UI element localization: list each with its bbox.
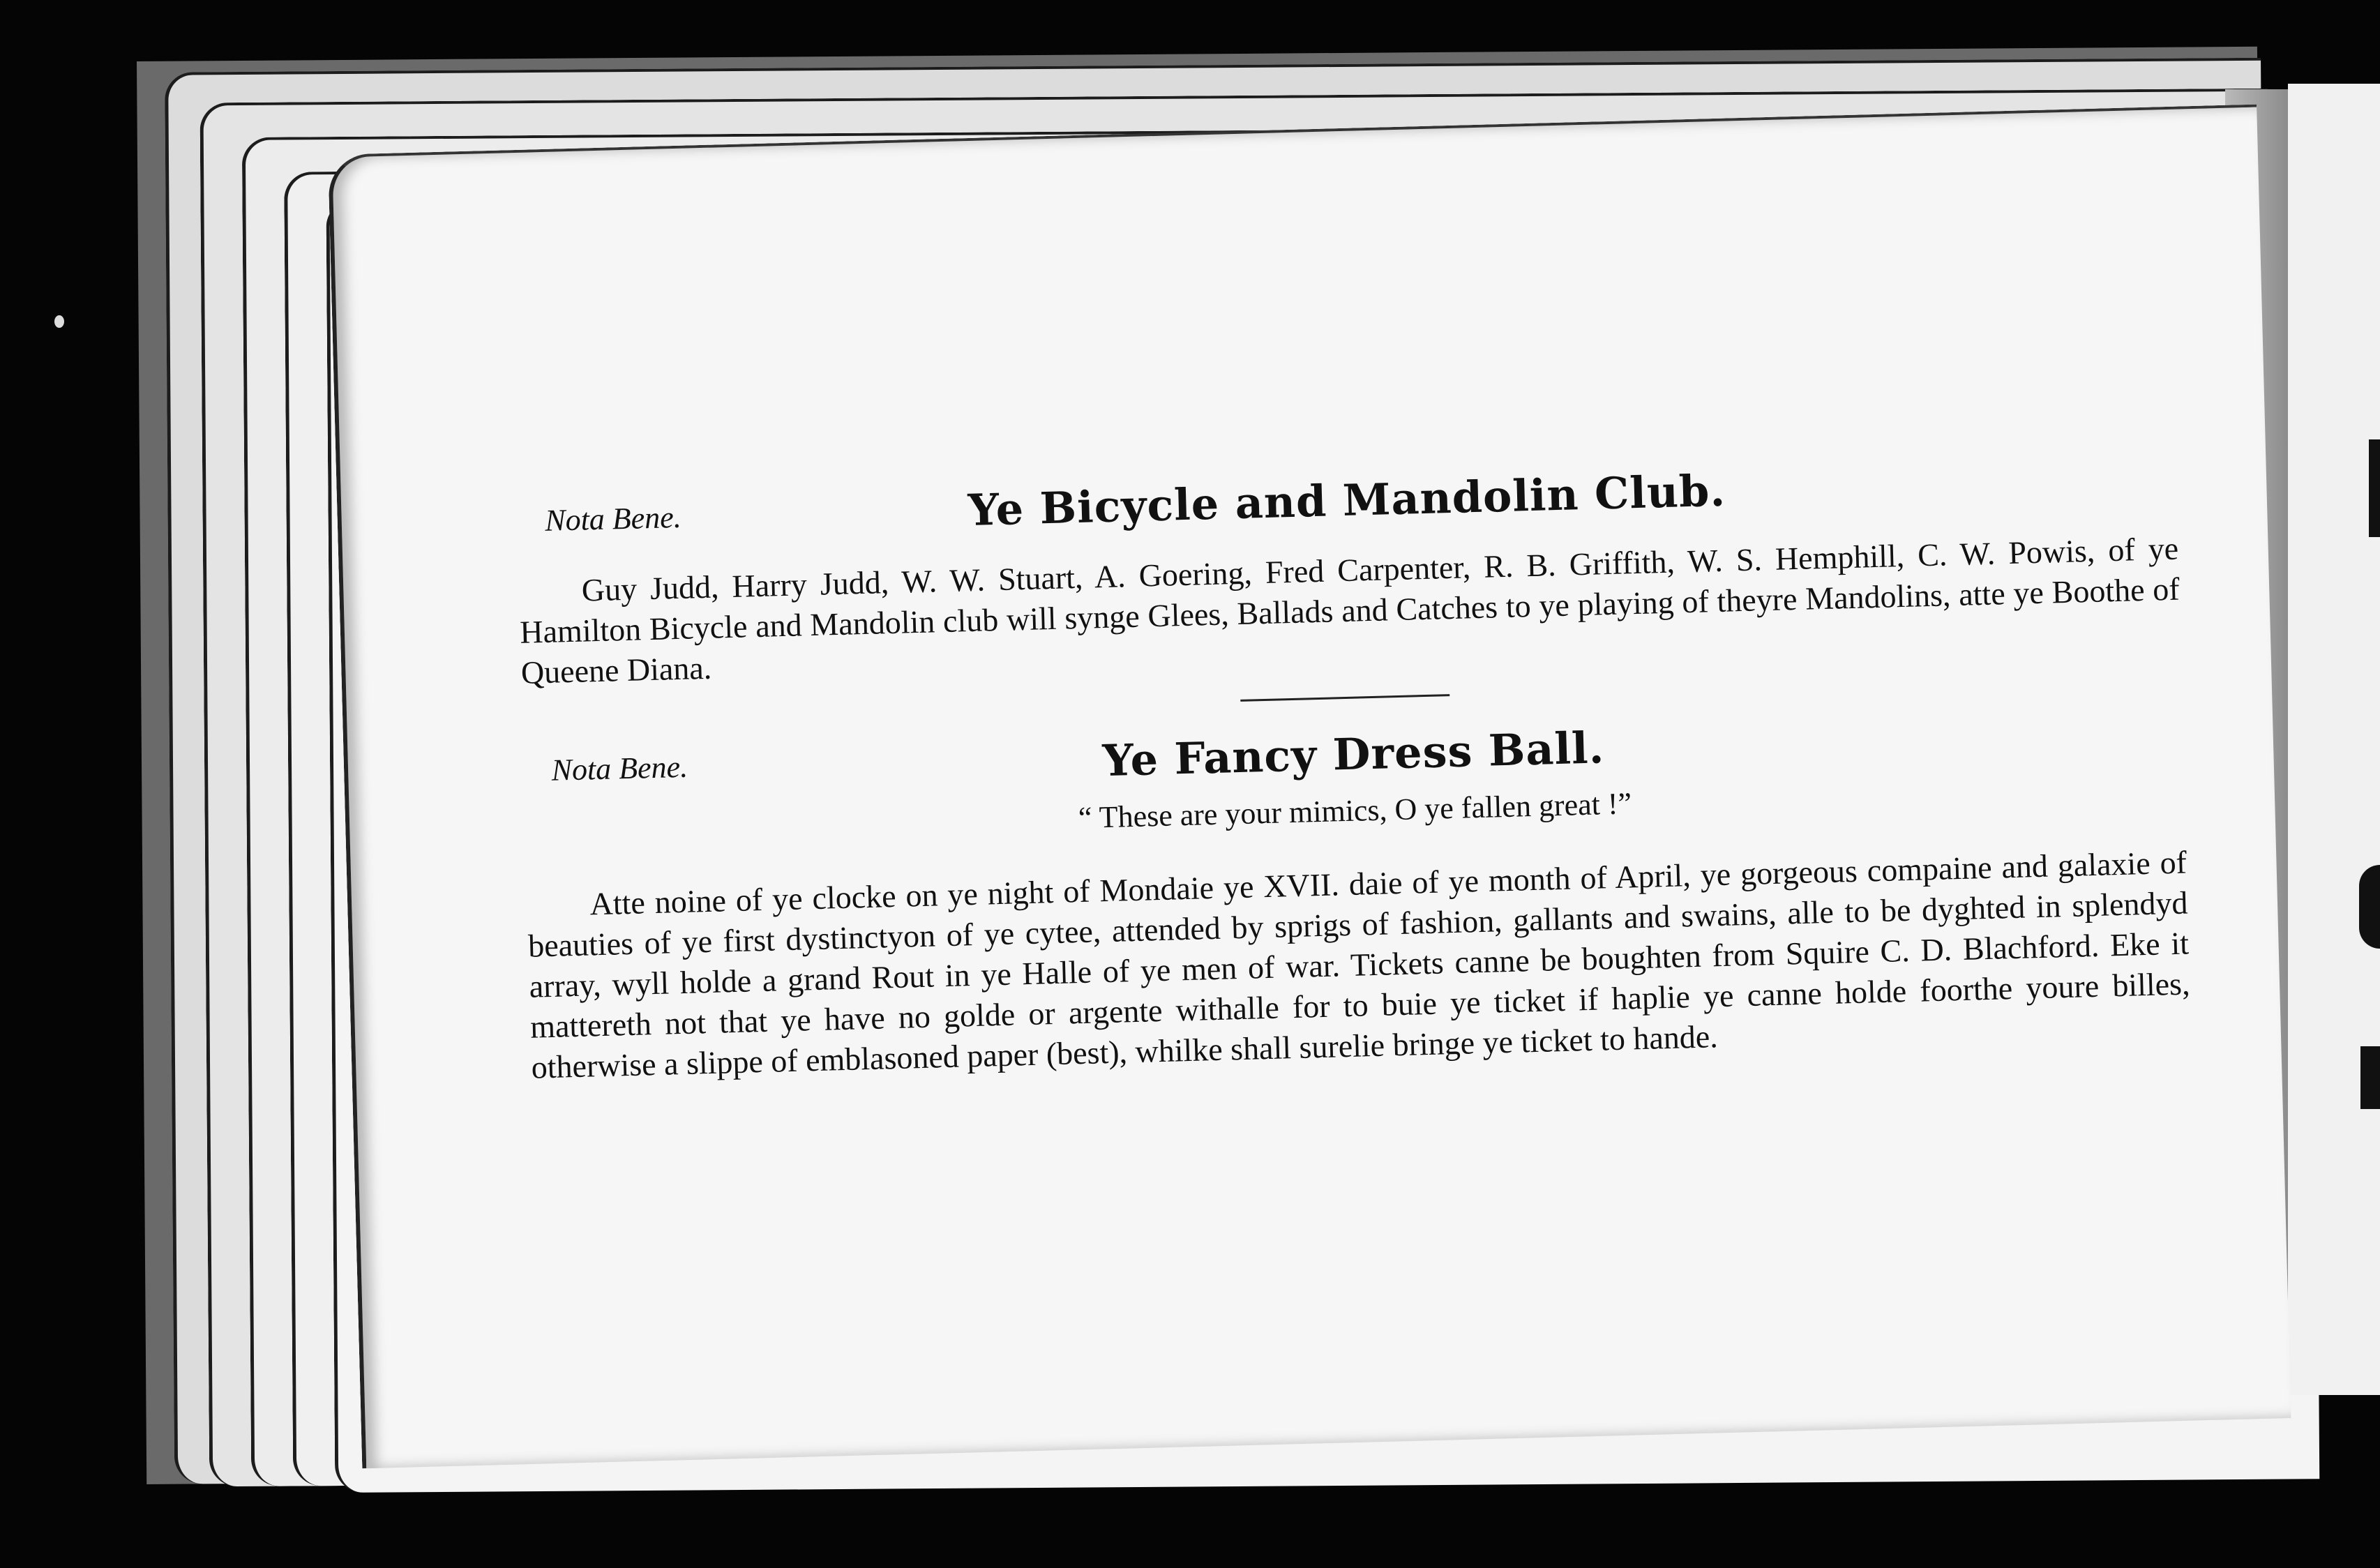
facing-page-glyph: [2369, 439, 2380, 537]
nota-bene-label: Nota Bene.: [550, 749, 688, 787]
facing-page-sliver: [2288, 84, 2380, 1395]
facing-page-glyph: [2359, 865, 2380, 949]
section-heading-bicycle-club: Ye Bicycle and Mandolin Club.: [967, 465, 1726, 536]
facing-page-glyph: [2360, 1046, 2380, 1109]
nota-bene-label: Nota Bene.: [544, 499, 682, 538]
section-body-bicycle-club: Guy Judd, Harry Judd, W. W. Stuart, A. Goering, Fred Carpenter, R. B. Griffith, W. S. Hemphill, C. W. Powis, of ye Hamilton Bicycle and Mandolin club will synge Glees, Ballads and Catches to ye playing of theyre Mandolins, atte ye Boothe of Queene Diana.: [519, 530, 2181, 691]
epigraph-quote: “ These are your mimics, O ye fallen great !”: [1078, 786, 1632, 836]
dust-speck: [54, 315, 64, 328]
section-heading-fancy-dress-ball: Ye Fancy Dress Ball.: [1101, 722, 1606, 787]
section-body-fancy-dress-ball: Atte noine of ye clocke on ye night of Mondaie ye XVII. daie of ye month of April, ye gorgeous compaine and galaxie of beauties of ye first dystinctyon of ye cytee, attended by sprigs of fashion, gallants and swains, alle to be dyghted in splendyd array, wyll holde a grand Rout in ye Halle of ye men of war. Tickets canne be boughten from Squire C. D. Blachford. Eke it mattereth not that ye have no golde or argente withalle for to buie ye ticket if haplie ye canne holde foorthe youre billes, otherwise a slippe of emblasoned paper (best), whilke shall surelie bringe ye ticket to hande.: [527, 844, 2191, 1085]
